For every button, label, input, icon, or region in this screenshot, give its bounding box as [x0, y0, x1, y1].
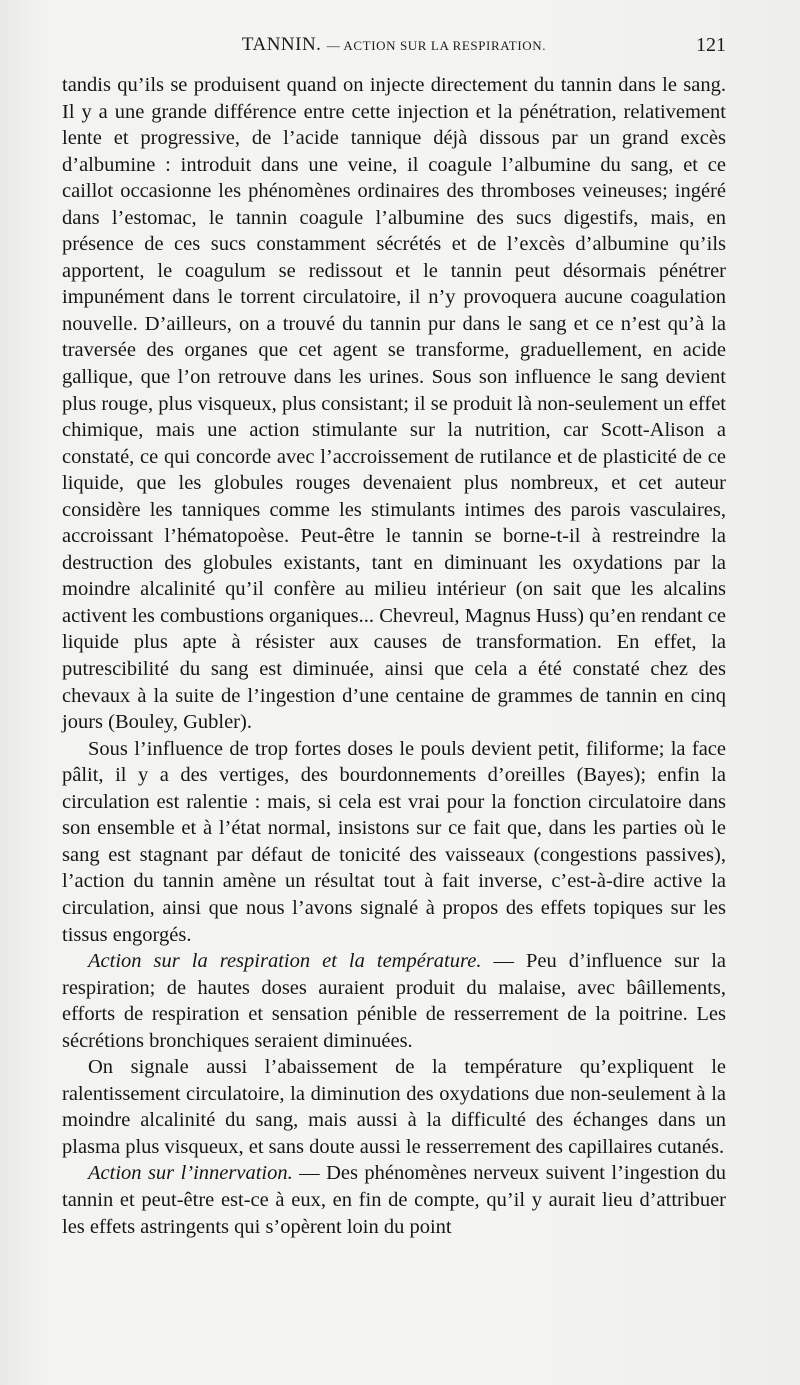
section-title-innervation: Action sur l’innervation.: [88, 1162, 293, 1185]
paragraph-4-text: On signale aussi l’abaissement de la température qu’expliquent le ralentissement circulatoire, la diminution des oxydations due non-seulement à la moindre alcalinité du sang, mais aussi à la difficulté des échanges dans un plasma plus visqueux, et sans doute aussi le resserrement des capillaires cutanés.: [62, 1056, 726, 1158]
page-number: 121: [696, 34, 726, 56]
paragraph-2-text: Sous l’influence de trop fortes doses le pouls devient petit, filiforme; la face pâlit, il y a des vertiges, des bourdonnements d’oreilles (Bayes); enfin la circulation est ralentie : mais, si cela est vrai pour la fonction circulatoire dans son ensemble et à l’état normal, insistons sur ce fait que, dans les parties où le sang est stagnant par défaut de tonicité des vaisseaux (congestions passives), l’action du tannin amène un résultat tout à fait inverse, c’est-à-dire active la circulation, ainsi que nous l’avons signalé à propos des effets topiques sur les tissus engorgés.: [62, 737, 726, 946]
running-head: [62, 34, 726, 56]
paragraph-3: [62, 948, 726, 1054]
paragraph-1: [62, 72, 726, 736]
running-head-rest: — ACTION SUR LA RESPIRATION.: [326, 38, 547, 53]
page-header: [62, 34, 726, 64]
paragraph-5-text: — Des phénomènes nerveux suivent l’ingestion du tannin et peut-être est-ce à eux, en fin de compte, qu’il y aurait lieu d’attribuer les effets astringents qui s’opèrent loin du point: [62, 1162, 726, 1238]
paragraph-4: [62, 1054, 726, 1160]
paragraph-3-text: — Peu d’influence sur la respiration; de hautes doses auraient produit du malaise, avec bâillements, efforts de respiration et sensation pénible de resserrement de la poitrine. Les sécrétions bronchiques seraient diminuées.: [62, 950, 726, 1052]
running-head-main: TANNIN.: [241, 34, 322, 55]
paragraph-2: [62, 736, 726, 948]
paragraph-1-text: tandis qu’ils se produisent quand on injecte directement du tannin dans le sang. Il y a une grande différence entre cette injection et la pénétration, relativement lente et progressive, de l’acide tannique déjà dissous par un grand excès d’albumine : introduit dans une veine, il coagule l’albumine du sang, et ce caillot occasionne les phénomènes ordinaires des thromboses veineuses; ingéré dans l’estomac, le tannin coagule l’albumine des sucs digestifs, mais, en présence de ces sucs constamment sécrétés et de l’excès d’albumine qu’ils apportent, le coagulum se redissout et le tannin peut désormais pénétrer impunément dans le torrent circulatoire, il n’y provoquera aucune coagulation nouvelle. D’ailleurs, on a trouvé du tannin pur dans le sang et ce n’est qu’à la traversée des organes que cet agent se transforme, graduellement, en acide gallique, que l’on retrouve dans les urines. Sous son influence le sang devient plus rouge, plus visqueux, plus consistant; il se produit là non-seulement un effet chimique, mais une action stimulante sur la nutrition, car Scott-Alison a constaté, ce qui concorde avec l’accroissement de rutilance et de plasticité de ce liquide, que les globules rouges devenaient plus nombreux, et cet auteur considère les tanniques comme les stimulants intimes des parois vasculaires, accroissant l’hématopoèse. Peut-être le tannin se borne-t-il à restreindre la destruction des globules existants, tant en diminuant les oxydations par la moindre alcalinité qu’il confère au milieu intérieur (on sait que les alcalins activent les combustions organiques... Chevreul, Magnus Huss) qu’en rendant ce liquide plus apte à résister aux causes de transformation. En effet, la putrescibilité du sang est diminuée, ainsi que cela a été constaté chez des chevaux à la suite de l’ingestion d’une centaine de grammes de tannin en cinq jours (Bouley, Gubler).: [62, 74, 726, 734]
paragraph-5: [62, 1160, 726, 1240]
section-title-respiration: Action sur la respiration et la température.: [88, 950, 482, 973]
body-text: [62, 72, 726, 1240]
